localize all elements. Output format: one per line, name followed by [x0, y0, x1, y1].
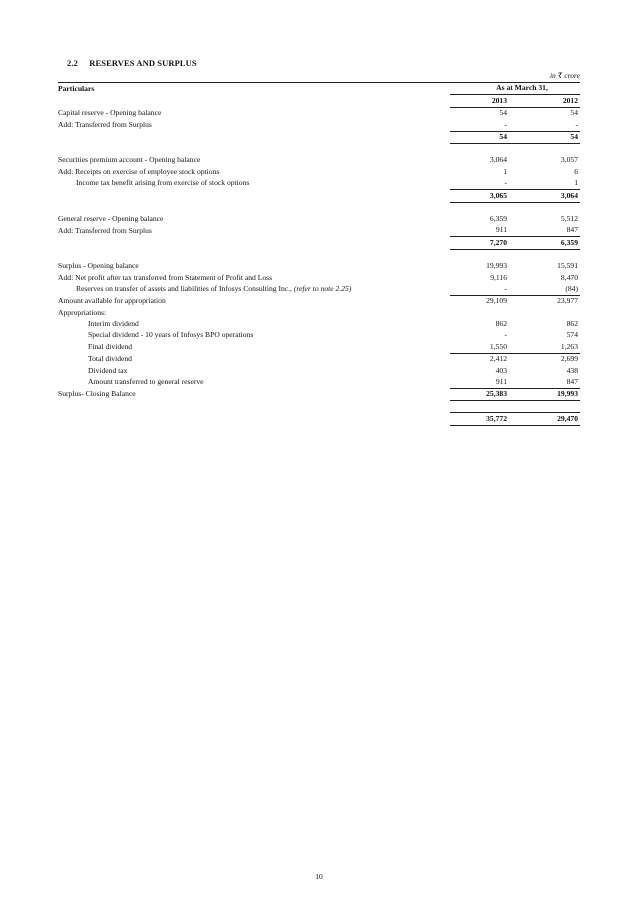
table-row: Interim dividend 862 862 — [88, 319, 578, 329]
table-row: Capital reserve - Opening balance 54 54 — [58, 107, 578, 118]
section-heading: RESERVES AND SURPLUS — [89, 58, 197, 68]
year-2012-header: 2012 — [515, 95, 580, 107]
page-number: 10 — [315, 872, 323, 881]
subtotal-row: 3,065 3,064 — [58, 190, 580, 202]
closing-balance-row: Surplus- Closing Balance 25,383 19,993 — [58, 388, 580, 400]
table-row: Amount transferred to general reserve 911 847 — [88, 377, 578, 387]
table-row: Add: Transferred from Surplus - - — [58, 119, 578, 129]
grand-total-row: 35,772 29,470 — [58, 413, 580, 425]
as-at-header: As at March 31, — [450, 83, 580, 95]
subtotal-row: 54 54 — [58, 131, 580, 143]
section-title — [67, 58, 197, 68]
table-row: General reserve - Opening balance 6,359 5,512 — [58, 213, 578, 223]
header-row — [58, 83, 580, 95]
table-row: Reserves on transfer of assets and liabilities of Infosys Consulting Inc., (refer to note 2.25) - (84) — [58, 283, 580, 295]
subtotal-row: 7,270 6,359 — [58, 237, 580, 249]
table-row: Income tax benefit arising from exercise of stock options - 1 — [76, 178, 578, 188]
year-header-row — [58, 95, 580, 107]
table-row: Add: Transferred from Surplus 911 847 — [58, 225, 578, 235]
particulars-header: Particulars — [58, 83, 450, 95]
table-row: Total dividend 2,412 2,699 — [88, 354, 578, 364]
table-row: Final dividend 1,550 1,263 — [58, 341, 580, 353]
year-2013-header: 2013 — [450, 95, 515, 107]
section-number: 2.2 — [67, 58, 78, 68]
table-row: Amount available for appropriation 29,109 23,977 — [58, 296, 578, 306]
table-row: Dividend tax 403 438 — [88, 365, 578, 375]
currency-note: in ₹ crore — [549, 71, 580, 80]
table-row: Special dividend - 10 years of Infosys BPO operations - 574 — [88, 330, 578, 340]
note-reference: (refer to note 2.25) — [293, 284, 352, 294]
table-row: Appropriations: — [58, 307, 107, 317]
reserves-surplus-table — [58, 82, 580, 426]
table-row: Securities premium account - Opening balance 3,064 3,057 — [58, 155, 578, 165]
table-row: Add: Net profit after tax transferred from Statement of Profit and Loss 9,116 8,470 — [58, 272, 578, 282]
table-row: Add: Receipts on exercise of employee stock options 1 6 — [58, 166, 578, 176]
table-row: Surplus - Opening balance 19,993 15,591 — [58, 261, 578, 271]
